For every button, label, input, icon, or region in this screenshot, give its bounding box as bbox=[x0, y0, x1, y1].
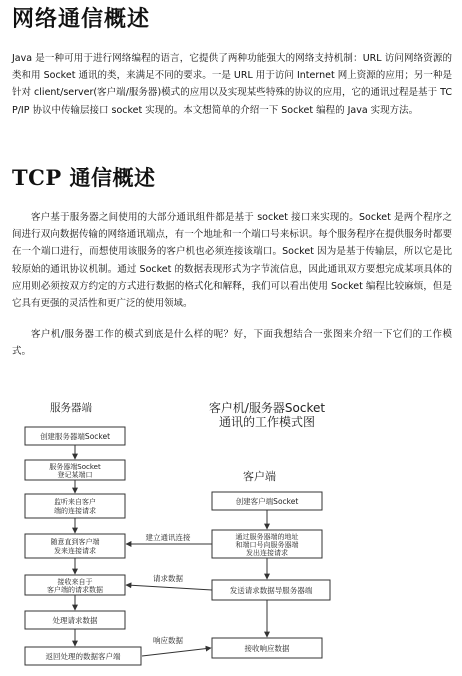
diagram-title-line-2: 通讯的工作模式图 bbox=[218, 415, 316, 429]
svg-text:发送请求数据导服务器端: 发送请求数据导服务器端 bbox=[229, 586, 313, 595]
server-step-4 bbox=[25, 534, 125, 558]
intro-paragraph: Java 是一种可用于进行网络编程的语言，它提供了两种功能强大的网络支持机制：URL 访问网络资源的类和用 Socket 通讯的类，来满足不同的要求。一是 URL 用于访问 Internet 网上资源的应用；另一种是针对 client/server(客户端/服务器)模式的应用以及实现某些特殊的协议的应用，它的通讯过程是基于 TCP/IP 协议中传输层接口 socket 实现的。本文想简单的介绍一下 Socket 编程的 Java 实现方法。 bbox=[12, 53, 452, 116]
socket-workflow-diagram bbox=[0, 390, 462, 676]
section-paragraph-2: 客户机/服务器工作的模式到底是什么样的呢？好，下面我想结合一张图来介绍一下它们的工作模式。 bbox=[12, 329, 452, 358]
server-step-3 bbox=[25, 494, 125, 518]
svg-text:发来连接请求: 发来连接请求 bbox=[54, 547, 96, 555]
diagram-title-line-1: 客户机/服务器Socket bbox=[208, 401, 326, 415]
server-step-1 bbox=[25, 427, 125, 445]
client-step-2 bbox=[212, 530, 322, 558]
section-paragraph-1: 客户基于服务器之间使用的大部分通讯组件都是基于 socket 接口来实现的。Socket 是两个程序之间进行双向数据传输的网络通讯端点，有一个地址和一个端口号来标识。每个服务程序在提供服务时都要在一个端口进行，而想使用该服务的客户机也必须连接该端口。Socket 因为是基于传输层，所以它是比较原始的通讯协议机制。通过 Socket 的数据表现形式为字节流信息，因此通讯双方要想完成某项具体的应用则必须按双方约定的方式进行数据的格式化和解释，我们可以看出使用 Socket 编程比较麻烦，但是它具有更强的灵活性和更广泛的使用领域。 bbox=[12, 212, 452, 310]
server-step-5 bbox=[25, 575, 125, 595]
section-title: TCP 通信概述 bbox=[12, 165, 156, 190]
server-step-2 bbox=[25, 460, 125, 480]
server-step-7 bbox=[25, 647, 141, 665]
client-step-4 bbox=[212, 638, 322, 658]
svg-text:处理请求数据: 处理请求数据 bbox=[52, 616, 98, 625]
svg-text:客户端的请求数据: 客户端的请求数据 bbox=[47, 586, 103, 594]
connect-label: 建立通讯连接 bbox=[145, 533, 191, 542]
svg-text:和端口号向服务器端: 和端口号向服务器端 bbox=[235, 541, 299, 549]
server-header: 服务器端 bbox=[50, 402, 92, 414]
client-header: 客户端 bbox=[243, 470, 276, 483]
svg-text:通过服务器端的地址: 通过服务器端的地址 bbox=[235, 533, 299, 541]
page-title: 网络通信概述 bbox=[12, 6, 151, 32]
svg-text:接收来自于: 接收来自于 bbox=[57, 578, 93, 586]
svg-text:端的连接请求: 端的连接请求 bbox=[54, 507, 96, 515]
svg-text:创建客户端Socket: 创建客户端Socket bbox=[235, 497, 299, 506]
svg-text:返回处理的数据客户端: 返回处理的数据客户端 bbox=[45, 652, 121, 661]
svg-text:接收响应数据: 接收响应数据 bbox=[244, 644, 290, 653]
server-step-6 bbox=[25, 611, 125, 629]
client-step-1 bbox=[212, 492, 322, 510]
svg-text:服务器端Socket: 服务器端Socket bbox=[49, 463, 101, 471]
svg-text:随意直到客户端: 随意直到客户端 bbox=[50, 538, 100, 546]
request-label: 请求数据 bbox=[153, 574, 183, 583]
svg-text:登记某端口: 登记某端口 bbox=[57, 471, 93, 479]
svg-text:监听来自客户: 监听来自客户 bbox=[54, 498, 96, 506]
response-label: 响应数据 bbox=[153, 636, 183, 645]
client-step-3 bbox=[212, 580, 330, 600]
svg-text:创建服务器端Socket: 创建服务器端Socket bbox=[39, 432, 111, 441]
svg-text:发出连接请求: 发出连接请求 bbox=[246, 549, 288, 557]
